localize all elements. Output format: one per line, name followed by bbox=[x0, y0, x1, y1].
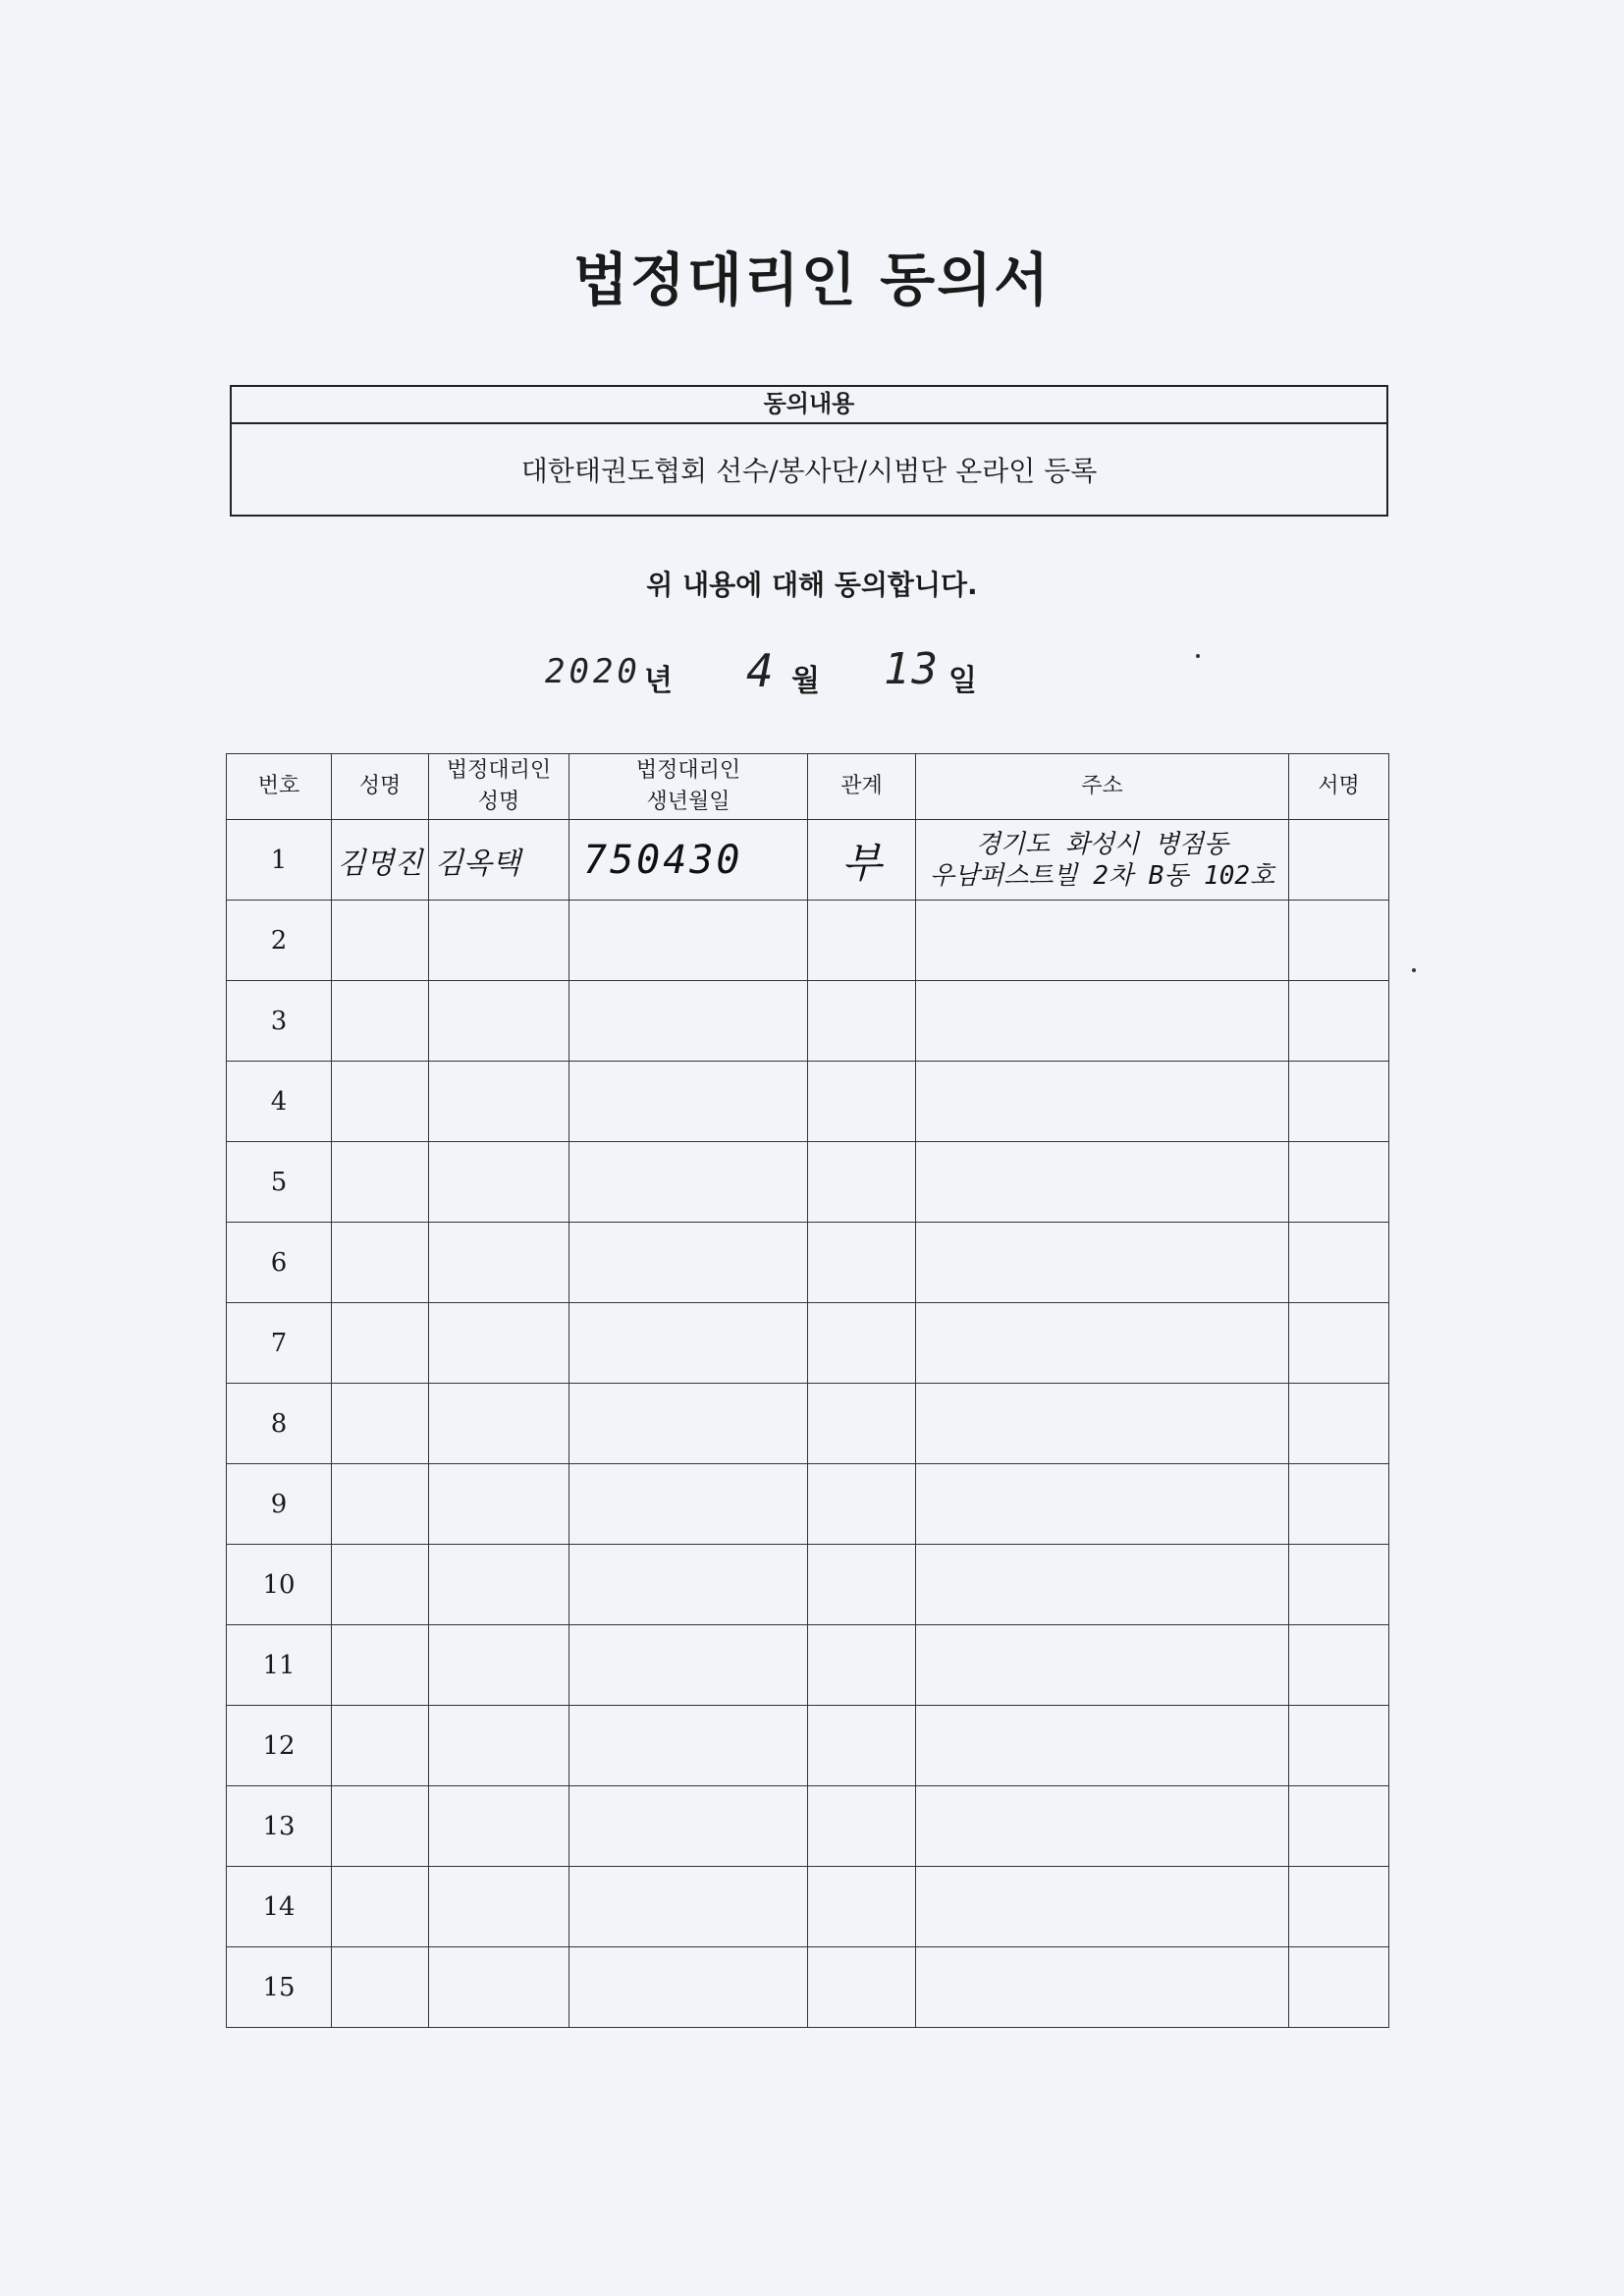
date-year-unit: 년 bbox=[644, 664, 673, 698]
row-address[interactable] bbox=[916, 1464, 1289, 1545]
row-guardian-birth[interactable] bbox=[569, 981, 808, 1062]
row-guardian-birth[interactable] bbox=[569, 1303, 808, 1384]
row-number: 1 bbox=[227, 820, 332, 901]
header-guardian-birth-line1: 법정대리인 bbox=[635, 758, 741, 783]
row-name[interactable] bbox=[332, 1625, 429, 1706]
row-guardian-birth[interactable] bbox=[569, 1947, 808, 2028]
row-guardian-name[interactable] bbox=[429, 1384, 569, 1464]
table-row bbox=[227, 1464, 1389, 1545]
date-year: 2020 bbox=[545, 652, 641, 691]
date-month-unit: 월 bbox=[791, 664, 820, 698]
row-name[interactable] bbox=[332, 1142, 429, 1223]
row-number: 13 bbox=[227, 1786, 332, 1867]
row-number: 2 bbox=[227, 901, 332, 981]
row-name[interactable]: 김명진 bbox=[332, 820, 429, 901]
header-signature: 서명 bbox=[1289, 754, 1389, 820]
row-guardian-birth[interactable] bbox=[569, 1706, 808, 1786]
row-name[interactable] bbox=[332, 1384, 429, 1464]
row-address[interactable] bbox=[916, 1142, 1289, 1223]
table-row bbox=[227, 820, 1389, 901]
row-number: 7 bbox=[227, 1303, 332, 1384]
row-name[interactable] bbox=[332, 1867, 429, 1947]
row-guardian-birth[interactable] bbox=[569, 1867, 808, 1947]
row-guardian-name[interactable] bbox=[429, 1786, 569, 1867]
row-guardian-birth[interactable] bbox=[569, 1384, 808, 1464]
row-address[interactable] bbox=[916, 1706, 1289, 1786]
row-guardian-birth[interactable] bbox=[569, 901, 808, 981]
row-address[interactable] bbox=[916, 1786, 1289, 1867]
row-relation[interactable] bbox=[808, 1867, 916, 1947]
row-signature[interactable] bbox=[1289, 1947, 1389, 2028]
table-row bbox=[227, 901, 1389, 981]
date-day: 13 bbox=[884, 644, 940, 694]
row-address[interactable] bbox=[916, 820, 1289, 901]
table-row bbox=[227, 1625, 1389, 1706]
row-relation[interactable] bbox=[808, 1384, 916, 1464]
row-guardian-name[interactable] bbox=[429, 1303, 569, 1384]
table-row bbox=[227, 1223, 1389, 1303]
row-name[interactable] bbox=[332, 1706, 429, 1786]
row-guardian-birth[interactable] bbox=[569, 1545, 808, 1625]
row-number: 4 bbox=[227, 1062, 332, 1142]
table-row bbox=[227, 1142, 1389, 1223]
row-relation[interactable] bbox=[808, 1625, 916, 1706]
row-guardian-birth[interactable]: 750430 bbox=[569, 820, 808, 901]
row-guardian-name[interactable]: 김옥택 bbox=[429, 820, 569, 901]
row-guardian-birth[interactable] bbox=[569, 1625, 808, 1706]
row-guardian-birth[interactable] bbox=[569, 1786, 808, 1867]
row-signature[interactable] bbox=[1289, 981, 1389, 1062]
scan-speck bbox=[1412, 968, 1416, 972]
row-name[interactable] bbox=[332, 1947, 429, 2028]
row-address[interactable] bbox=[916, 1303, 1289, 1384]
row-guardian-birth[interactable] bbox=[569, 1062, 808, 1142]
table-row bbox=[227, 1384, 1389, 1464]
row-relation[interactable]: 부 bbox=[808, 820, 916, 901]
row-address[interactable] bbox=[916, 901, 1289, 981]
row-name[interactable] bbox=[332, 1303, 429, 1384]
row-number: 12 bbox=[227, 1706, 332, 1786]
row-name[interactable] bbox=[332, 1786, 429, 1867]
row-address[interactable] bbox=[916, 1545, 1289, 1625]
row-signature[interactable] bbox=[1289, 1464, 1389, 1545]
row-signature[interactable] bbox=[1289, 1706, 1389, 1786]
row-number: 9 bbox=[227, 1464, 332, 1545]
row-name[interactable] bbox=[332, 1223, 429, 1303]
header-guardian-name-line2: 성명 bbox=[477, 790, 520, 814]
date-line bbox=[0, 644, 1624, 703]
row-signature[interactable] bbox=[1289, 1867, 1389, 1947]
row-number: 3 bbox=[227, 981, 332, 1062]
row-name[interactable] bbox=[332, 981, 429, 1062]
table-row bbox=[227, 981, 1389, 1062]
table-row bbox=[227, 1947, 1389, 2028]
row-signature[interactable] bbox=[1289, 1786, 1389, 1867]
table-row bbox=[227, 1867, 1389, 1947]
consent-text: 대한태권도협회 선수/봉사단/시범단 온라인 등록 bbox=[520, 455, 1098, 487]
table-row bbox=[227, 1786, 1389, 1867]
row-address[interactable] bbox=[916, 1062, 1289, 1142]
row-number: 6 bbox=[227, 1223, 332, 1303]
guardian-table bbox=[226, 753, 1389, 2028]
row-guardian-birth[interactable] bbox=[569, 1223, 808, 1303]
row-signature[interactable] bbox=[1289, 1303, 1389, 1384]
row-guardian-birth[interactable] bbox=[569, 1464, 808, 1545]
row-address[interactable] bbox=[916, 1223, 1289, 1303]
row-signature[interactable] bbox=[1289, 1223, 1389, 1303]
row-relation[interactable] bbox=[808, 1947, 916, 2028]
row-address-line2: 우남퍼스트빌 2차 B동 102호 bbox=[929, 860, 1275, 891]
row-relation[interactable] bbox=[808, 981, 916, 1062]
row-relation[interactable] bbox=[808, 1545, 916, 1625]
row-name[interactable] bbox=[332, 1062, 429, 1142]
table-row bbox=[227, 1545, 1389, 1625]
row-relation[interactable] bbox=[808, 1464, 916, 1545]
table-row bbox=[227, 1706, 1389, 1786]
row-guardian-name[interactable] bbox=[429, 1706, 569, 1786]
row-signature[interactable] bbox=[1289, 1545, 1389, 1625]
row-relation[interactable] bbox=[808, 901, 916, 981]
row-guardian-name[interactable] bbox=[429, 1545, 569, 1625]
row-address[interactable] bbox=[916, 1384, 1289, 1464]
table-row bbox=[227, 1062, 1389, 1142]
row-signature[interactable] bbox=[1289, 1625, 1389, 1706]
header-guardian-name-line1: 법정대리인 bbox=[446, 758, 552, 783]
row-name[interactable] bbox=[332, 1464, 429, 1545]
agreement-statement: 위 내용에 대해 동의합니다. bbox=[646, 569, 978, 601]
consent-box bbox=[230, 385, 1388, 517]
header-name: 성명 bbox=[332, 754, 429, 820]
row-guardian-name[interactable] bbox=[429, 1867, 569, 1947]
row-relation[interactable] bbox=[808, 1706, 916, 1786]
row-number: 11 bbox=[227, 1625, 332, 1706]
row-signature[interactable] bbox=[1289, 901, 1389, 981]
row-name[interactable] bbox=[332, 901, 429, 981]
row-guardian-name[interactable] bbox=[429, 1625, 569, 1706]
row-relation[interactable] bbox=[808, 1142, 916, 1223]
row-signature[interactable] bbox=[1289, 820, 1389, 901]
scan-speck bbox=[1196, 654, 1200, 658]
row-number: 8 bbox=[227, 1384, 332, 1464]
row-number: 15 bbox=[227, 1947, 332, 2028]
row-address[interactable] bbox=[916, 981, 1289, 1062]
header-number: 번호 bbox=[227, 754, 332, 820]
row-guardian-name[interactable] bbox=[429, 1223, 569, 1303]
row-guardian-name[interactable] bbox=[429, 1464, 569, 1545]
row-guardian-name[interactable] bbox=[429, 1142, 569, 1223]
row-guardian-birth[interactable] bbox=[569, 1142, 808, 1223]
row-relation[interactable] bbox=[808, 1786, 916, 1867]
date-day-unit: 일 bbox=[948, 664, 977, 698]
row-guardian-name[interactable] bbox=[429, 981, 569, 1062]
row-address[interactable] bbox=[916, 1625, 1289, 1706]
page-title: 법정대리인 동의서 bbox=[572, 246, 1052, 313]
row-number: 14 bbox=[227, 1867, 332, 1947]
row-address[interactable] bbox=[916, 1867, 1289, 1947]
row-relation[interactable] bbox=[808, 1303, 916, 1384]
row-guardian-name[interactable] bbox=[429, 1947, 569, 2028]
row-relation[interactable] bbox=[808, 1223, 916, 1303]
row-signature[interactable] bbox=[1289, 1384, 1389, 1464]
date-month: 4 bbox=[746, 644, 774, 697]
consent-header: 동의내용 bbox=[232, 387, 1386, 424]
row-address-line1: 경기도 화성시 병점동 bbox=[975, 829, 1229, 859]
row-guardian-name[interactable] bbox=[429, 901, 569, 981]
row-signature[interactable] bbox=[1289, 1062, 1389, 1142]
row-relation[interactable] bbox=[808, 1062, 916, 1142]
row-address[interactable] bbox=[916, 1947, 1289, 2028]
row-signature[interactable] bbox=[1289, 1142, 1389, 1223]
header-address: 주소 bbox=[916, 754, 1289, 820]
row-number: 10 bbox=[227, 1545, 332, 1625]
header-relation: 관계 bbox=[808, 754, 916, 820]
header-guardian-birth-line2: 생년월일 bbox=[646, 790, 731, 814]
row-guardian-name[interactable] bbox=[429, 1062, 569, 1142]
row-name[interactable] bbox=[332, 1545, 429, 1625]
table-header-row bbox=[227, 754, 1389, 820]
header-guardian-name bbox=[429, 754, 569, 820]
table-row bbox=[227, 1303, 1389, 1384]
header-guardian-birth bbox=[569, 754, 808, 820]
row-number: 5 bbox=[227, 1142, 332, 1223]
